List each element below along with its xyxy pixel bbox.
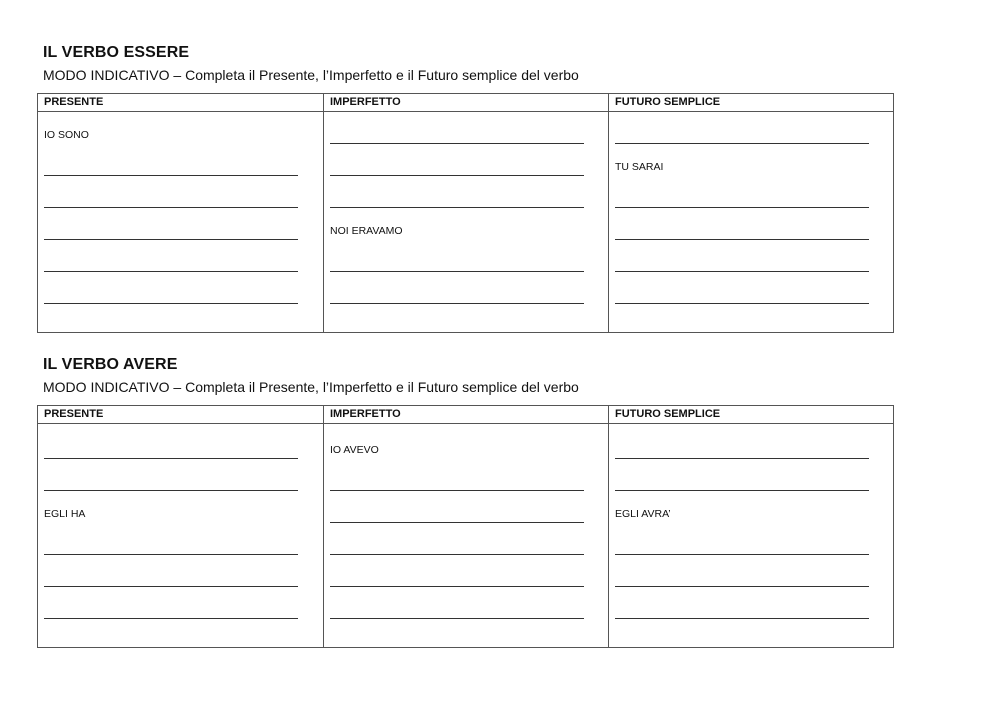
- answer-blank[interactable]: [330, 127, 584, 144]
- section-instructions: MODO INDICATIVO – Completa il Presente, l’Imperfetto e il Futuro semplice del verbo: [43, 67, 579, 83]
- answer-blank[interactable]: [44, 570, 298, 587]
- answer-blank[interactable]: [330, 538, 584, 555]
- given-form: TU SARAI: [615, 161, 664, 173]
- answer-blank[interactable]: [615, 127, 869, 144]
- answer-blank[interactable]: [44, 442, 298, 459]
- answer-blank[interactable]: [615, 255, 869, 272]
- answer-blank[interactable]: [615, 442, 869, 459]
- given-form: IO AVEVO: [330, 444, 379, 456]
- answer-blank[interactable]: [330, 287, 584, 304]
- answer-blank[interactable]: [330, 474, 584, 491]
- answer-blank[interactable]: [330, 506, 584, 523]
- column-header: PRESENTE: [38, 94, 324, 112]
- column-header: FUTURO SEMPLICE: [609, 406, 894, 424]
- column-futuro-semplice: [608, 94, 894, 332]
- answer-blank[interactable]: [44, 223, 298, 240]
- answer-blank[interactable]: [330, 159, 584, 176]
- section-title: IL VERBO AVERE: [43, 356, 178, 373]
- section-title: IL VERBO ESSERE: [43, 44, 190, 61]
- answer-blank[interactable]: [44, 474, 298, 491]
- conjugation-table-avere: [37, 405, 894, 648]
- answer-blank[interactable]: [615, 223, 869, 240]
- answer-blank[interactable]: [44, 159, 298, 176]
- answer-blank[interactable]: [330, 570, 584, 587]
- answer-blank[interactable]: [615, 191, 869, 208]
- answer-blank[interactable]: [330, 255, 584, 272]
- answer-blank[interactable]: [615, 602, 869, 619]
- answer-blank[interactable]: [615, 570, 869, 587]
- answer-blank[interactable]: [615, 538, 869, 555]
- answer-blank[interactable]: [330, 602, 584, 619]
- conjugation-table-essere: [37, 93, 894, 333]
- answer-blank[interactable]: [44, 255, 298, 272]
- given-form: IO SONO: [44, 129, 89, 141]
- answer-blank[interactable]: [44, 538, 298, 555]
- column-header: IMPERFETTO: [324, 94, 609, 112]
- column-presente: [38, 94, 324, 332]
- column-imperfetto: [323, 406, 609, 647]
- given-form: EGLI AVRA’: [615, 508, 671, 520]
- given-form: NOI ERAVAMO: [330, 225, 403, 237]
- answer-blank[interactable]: [615, 287, 869, 304]
- column-presente: [38, 406, 324, 647]
- column-futuro-semplice: [608, 406, 894, 647]
- given-form: EGLI HA: [44, 508, 86, 520]
- answer-blank[interactable]: [330, 191, 584, 208]
- answer-blank[interactable]: [44, 287, 298, 304]
- column-header: PRESENTE: [38, 406, 324, 424]
- column-header: FUTURO SEMPLICE: [609, 94, 894, 112]
- column-header: IMPERFETTO: [324, 406, 609, 424]
- answer-blank[interactable]: [44, 191, 298, 208]
- column-imperfetto: [323, 94, 609, 332]
- section-instructions: MODO INDICATIVO – Completa il Presente, l’Imperfetto e il Futuro semplice del verbo: [43, 379, 579, 395]
- answer-blank[interactable]: [44, 602, 298, 619]
- answer-blank[interactable]: [615, 474, 869, 491]
